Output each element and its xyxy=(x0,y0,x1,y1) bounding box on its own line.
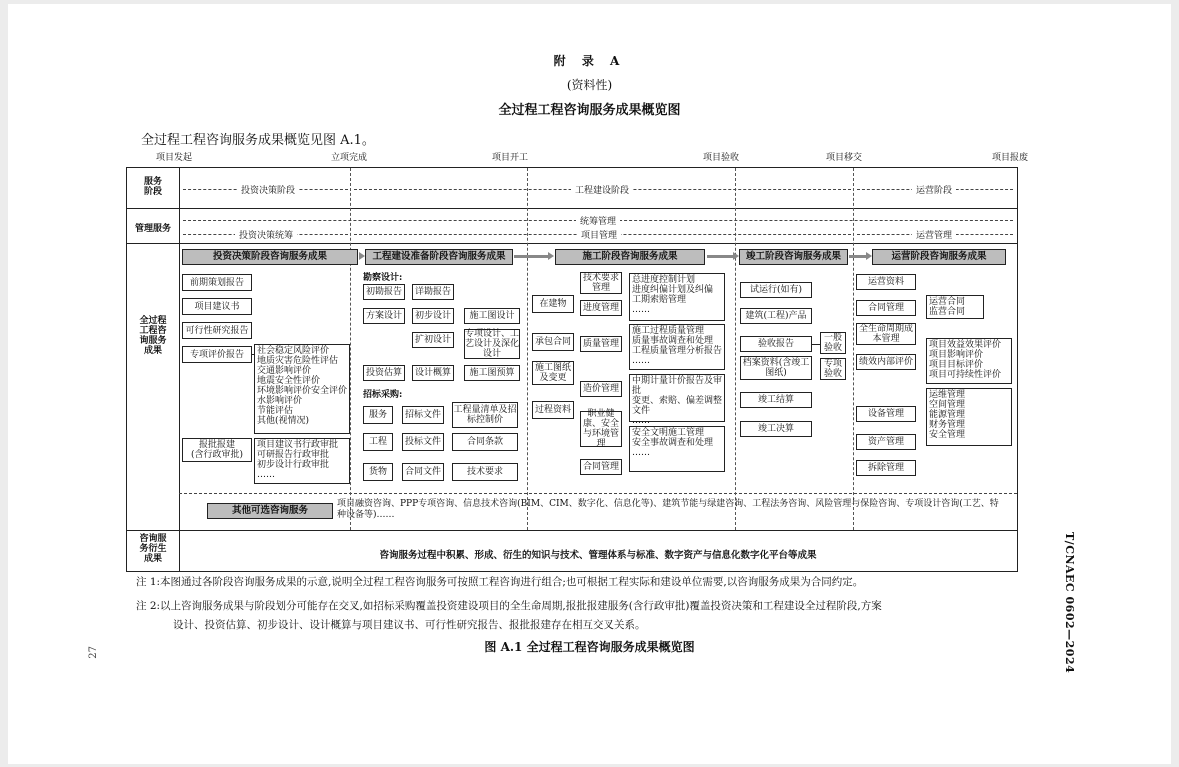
row-divider xyxy=(127,530,1017,531)
survey-label: 勘察设计: xyxy=(363,273,403,283)
phase-arrow-head xyxy=(866,252,872,260)
accept-general: 一般验收 xyxy=(820,332,846,354)
note-2: 注 2:以上咨询服务成果与阶段划分可能存在交叉,如招标采购覆盖投资建设项目的全生命周期,报批报建服务(含行政审批)覆盖投资决策和工程建设全过程阶段,方案 xyxy=(136,600,882,612)
cost-list xyxy=(629,374,725,426)
appendix-main-title: 全过程工程咨询服务成果概览图 xyxy=(498,103,681,118)
row-divider xyxy=(127,208,1017,209)
stage-construction: 工程建设阶段 xyxy=(571,183,633,196)
list-item: 水影响评价 xyxy=(257,396,303,406)
stage-operation: 运营阶段 xyxy=(912,183,956,196)
list-item: 运营合同 xyxy=(929,297,966,307)
other-services-text: 项目融资咨询、PPP专项咨询、信息技术咨询(BIM、CIM、数字化、信息化等)、建筑节能与绿建咨询、工程法务咨询、风险管理与保险咨询、专项设计咨询(工艺、特种设备等)…… xyxy=(337,499,999,520)
list-item: 变更、索赔、偏差调整文件 xyxy=(632,396,723,416)
list-item: 进度纠偏计划及纠偏 xyxy=(632,285,714,295)
quality-list xyxy=(629,324,725,370)
list-item: …… xyxy=(257,470,275,480)
list-item: 安全事故调查和处理 xyxy=(632,438,714,448)
list-item: 可研报告行政审批 xyxy=(257,450,330,460)
list-item: 总进度控制计划 xyxy=(632,275,696,285)
mgmt-invest: 投资决策统筹 xyxy=(235,228,297,241)
result-box: 承包合同 xyxy=(532,333,574,351)
result-box: 合同条款 xyxy=(452,433,518,451)
milestone-approval: 立项完成 xyxy=(331,153,368,163)
row-label-results: 全过程 工程咨 询服务 成果 xyxy=(139,316,167,356)
phase-arrow-head xyxy=(733,252,739,260)
list-item: …… xyxy=(632,356,650,366)
result-box: 施工图纸及变更 xyxy=(532,361,574,385)
list-item: …… xyxy=(632,305,650,315)
result-box: 拆除管理 xyxy=(856,460,916,476)
result-box: 方案设计 xyxy=(363,308,405,324)
result-box: 初步设计 xyxy=(412,308,454,324)
result-box: 扩初设计 xyxy=(412,332,454,348)
accept-special: 专项验收 xyxy=(820,358,846,380)
evaluation-list xyxy=(926,338,1012,384)
result-box: 职业健康、安全与环境管理 xyxy=(580,411,622,447)
row-label-derived: 咨询服 务衍生 成果 xyxy=(139,534,167,564)
mgmt-overall: 统筹管理 xyxy=(576,214,620,227)
list-item: 社会稳定风险评价 xyxy=(257,346,330,356)
safety-list xyxy=(629,426,725,472)
overview-diagram xyxy=(126,167,1018,572)
list-item: 工期索赔管理 xyxy=(632,295,687,305)
result-box: 运营资料 xyxy=(856,274,916,290)
row-divider xyxy=(127,243,1017,244)
list-item: 空间管理 xyxy=(929,400,966,410)
list-item: 运维管理 xyxy=(929,390,966,400)
result-box: 合同文件 xyxy=(402,463,444,481)
list-item: 财务管理 xyxy=(929,420,966,430)
result-box: 招标文件 xyxy=(402,406,444,424)
list-item: 安全管理 xyxy=(929,430,966,440)
result-box: 合同管理 xyxy=(856,300,916,316)
list-item: …… xyxy=(632,448,650,458)
row-label-stage: 服务 阶段 xyxy=(143,177,162,197)
result-box: 在建物 xyxy=(532,295,574,313)
approval-list xyxy=(254,438,350,484)
list-item: 中期计量计价报告及审批 xyxy=(632,376,723,396)
list-item: 质量事故调查和处理 xyxy=(632,336,714,346)
standard-id: T/CNAEC 0602—2024 xyxy=(1063,532,1076,674)
result-box: 可行性研究报告 xyxy=(182,322,252,339)
result-box: 质量管理 xyxy=(580,336,622,352)
intro-text: 全过程工程咨询服务成果概览见图 A.1。 xyxy=(141,133,375,148)
mgmt-project: 项目管理 xyxy=(577,228,621,241)
list-item: 项目目标评价 xyxy=(929,360,984,370)
milestone-start: 项目发起 xyxy=(156,153,193,163)
phase-header-prep: 工程建设准备阶段咨询服务成果 xyxy=(365,249,513,265)
milestone-handover: 项目移交 xyxy=(826,153,863,163)
schedule-list xyxy=(629,273,725,321)
phase-header-invest: 投资决策阶段咨询服务成果 xyxy=(182,249,358,265)
list-item: 项目可持续性评价 xyxy=(929,370,1002,380)
phase-arrow xyxy=(849,255,866,258)
list-item: 项目效益效果评价 xyxy=(929,340,1002,350)
note-2-continued: 设计、投资估算、初步设计、设计概算与项目建议书、可行性研究报告、报批报建存在相互交叉关系。 xyxy=(173,619,646,631)
list-item: 项目影响评价 xyxy=(929,350,984,360)
figure-caption: 图 A.1 全过程工程咨询服务成果概览图 xyxy=(484,640,695,654)
page-number: 27 xyxy=(88,646,99,659)
list-item: 监营合同 xyxy=(929,307,966,317)
list-item: 节能评估 xyxy=(257,406,294,416)
appendix-title: 附 录 A xyxy=(553,54,626,68)
result-box: 合同管理 xyxy=(580,459,622,475)
result-box: 全生命周期成本管理 xyxy=(856,323,916,345)
other-services-divider xyxy=(179,493,1017,494)
result-box: 初勘报告 xyxy=(363,284,405,300)
special-evaluation-list xyxy=(254,344,350,434)
result-box: 详勘报告 xyxy=(412,284,454,300)
list-item: 能源管理 xyxy=(929,410,966,420)
list-item: 地质灾害危险性评估 xyxy=(257,356,339,366)
result-box: 档案资料(含竣工图纸) xyxy=(740,356,812,380)
list-item: 地震安全性评价 xyxy=(257,376,321,386)
result-box: 设备管理 xyxy=(856,406,916,422)
list-item: 工程质量管理分析报告 xyxy=(632,346,723,356)
milestone-acceptance: 项目验收 xyxy=(703,153,740,163)
list-item: 其他(视情况) xyxy=(257,416,310,426)
derived-results-text: 咨询服务过程中积累、形成、衍生的知识与技术、管理体系与标准、数字资产与信息化数字化平台等成果 xyxy=(379,550,817,561)
result-box: 技术要求管理 xyxy=(580,272,622,294)
connector xyxy=(812,344,820,345)
result-box: 绩效内部评价 xyxy=(856,354,916,370)
phase-divider xyxy=(853,168,854,530)
label-column-divider xyxy=(179,168,180,571)
result-box: 专项设计、工艺设计及深化设计 xyxy=(465,329,520,359)
milestone-commence: 项目开工 xyxy=(492,153,529,163)
result-box: 建筑(工程)产品 xyxy=(740,308,812,324)
phase-arrow xyxy=(514,255,548,258)
result-box: 工程 xyxy=(363,433,393,451)
result-box: 货物 xyxy=(363,463,393,481)
result-box: 竣工决算 xyxy=(740,421,812,437)
milestone-scrap: 项目报废 xyxy=(992,153,1029,163)
list-item: 项目建议书行政审批 xyxy=(257,440,339,450)
result-box: 造价管理 xyxy=(580,381,622,397)
result-box: 工程量清单及招标控制价 xyxy=(452,402,518,428)
phase-header-construction: 施工阶段咨询服务成果 xyxy=(555,249,705,265)
phase-divider xyxy=(735,168,736,530)
result-box: 施工图预算 xyxy=(464,365,520,381)
result-box: 设计概算 xyxy=(412,365,454,381)
appendix-nature: (资料性) xyxy=(566,78,613,92)
row-label-management: 管理服务 xyxy=(134,224,171,234)
result-box: 投标文件 xyxy=(402,433,444,451)
result-box: 技术要求 xyxy=(452,463,518,481)
mgmt-operation: 运营管理 xyxy=(912,228,956,241)
contract-list xyxy=(926,295,984,319)
document-page xyxy=(8,4,1171,764)
result-box: 投资估算 xyxy=(363,365,405,381)
result-box: 专项评价报告 xyxy=(182,346,252,363)
phase-arrow-head xyxy=(359,252,365,260)
result-box: 服务 xyxy=(363,406,393,424)
list-item: 初步设计行政审批 xyxy=(257,460,330,470)
other-services-label: 其他可选咨询服务 xyxy=(207,503,333,519)
result-box: 验收报告 xyxy=(740,336,812,352)
phase-arrow xyxy=(707,255,733,258)
phase-header-operation: 运营阶段咨询服务成果 xyxy=(872,249,1006,265)
result-box: 施工图设计 xyxy=(464,308,520,324)
phase-header-completion: 竣工阶段咨询服务成果 xyxy=(739,249,848,265)
list-item: 环境影响评价安全评价 xyxy=(257,386,348,396)
result-box: 竣工结算 xyxy=(740,392,812,408)
result-box: 项目建议书 xyxy=(182,298,252,315)
result-box: 资产管理 xyxy=(856,434,916,450)
note-1: 注 1:本图通过各阶段咨询服务成果的示意,说明全过程工程咨询服务可按照工程咨询进行组合;也可根据工程实际和建设单位需要,以咨询服务成果为合同约定。 xyxy=(136,576,864,588)
stage-invest: 投资决策阶段 xyxy=(237,183,299,196)
list-item: 施工过程质量管理 xyxy=(632,326,705,336)
result-box: 前期策划报告 xyxy=(182,274,252,291)
list-item: 安全文明施工管理 xyxy=(632,428,705,438)
list-item: 交通影响评价 xyxy=(257,366,312,376)
phase-arrow-head xyxy=(548,252,554,260)
approval-box: 报批报建 (含行政审批) xyxy=(182,438,252,462)
equipment-list xyxy=(926,388,1012,446)
result-box: 试运行(如有) xyxy=(740,282,812,298)
result-box: 过程资料 xyxy=(532,401,574,419)
phase-divider xyxy=(350,168,351,530)
phase-divider xyxy=(527,168,528,530)
list-item: …… xyxy=(632,416,650,426)
tender-label: 招标采购: xyxy=(363,390,403,400)
result-box: 进度管理 xyxy=(580,300,622,316)
